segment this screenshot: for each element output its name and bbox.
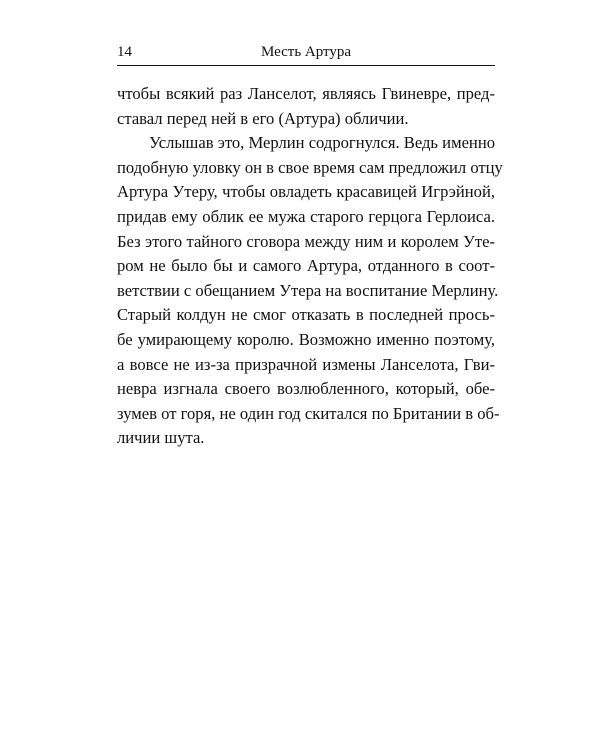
text-line: Без этого тайного сговора между ним и королем Уте- [117,231,495,251]
text-line: бе умирающему королю. Возможно именно поэтому, [117,329,495,349]
text-line: Услышав это, Мерлин содрогнулся. Ведь именно [149,133,495,153]
text-line: подобную уловку он в свое время сам предложил отцу [117,157,503,177]
running-head [117,41,495,66]
text-line: ставал перед ней в его (Артура) обличии. [117,108,409,128]
body-text [117,82,503,451]
text-line: ром не было бы и самого Артура, отданного в соот- [117,256,495,276]
text-line: Артура Утеру, чтобы овладеть красавицей Игрэйной, [117,182,495,202]
text-line: невра изгнала своего возлюбленного, который, обе- [117,379,495,399]
running-title: Месть Артура [260,44,352,60]
text-line: придав ему облик ее мужа старого герцога Герлоиса. [117,206,495,226]
text-line: чтобы всякий раз Ланселот, являясь Гвиневре, пред- [117,84,495,103]
text-line: зумев от горя, не один год скитался по Британии в об- [117,403,500,423]
text-line: а вовсе не из-за призрачной измены Ланселота, Гви- [117,354,495,374]
text-line: Старый колдун не смог отказать в последней прось- [117,305,495,325]
text-line: личии шута. [117,428,205,448]
page-number: 14 [117,44,132,60]
text-line: ветствии с обещанием Утера на воспитание Мерлину. [117,280,499,300]
